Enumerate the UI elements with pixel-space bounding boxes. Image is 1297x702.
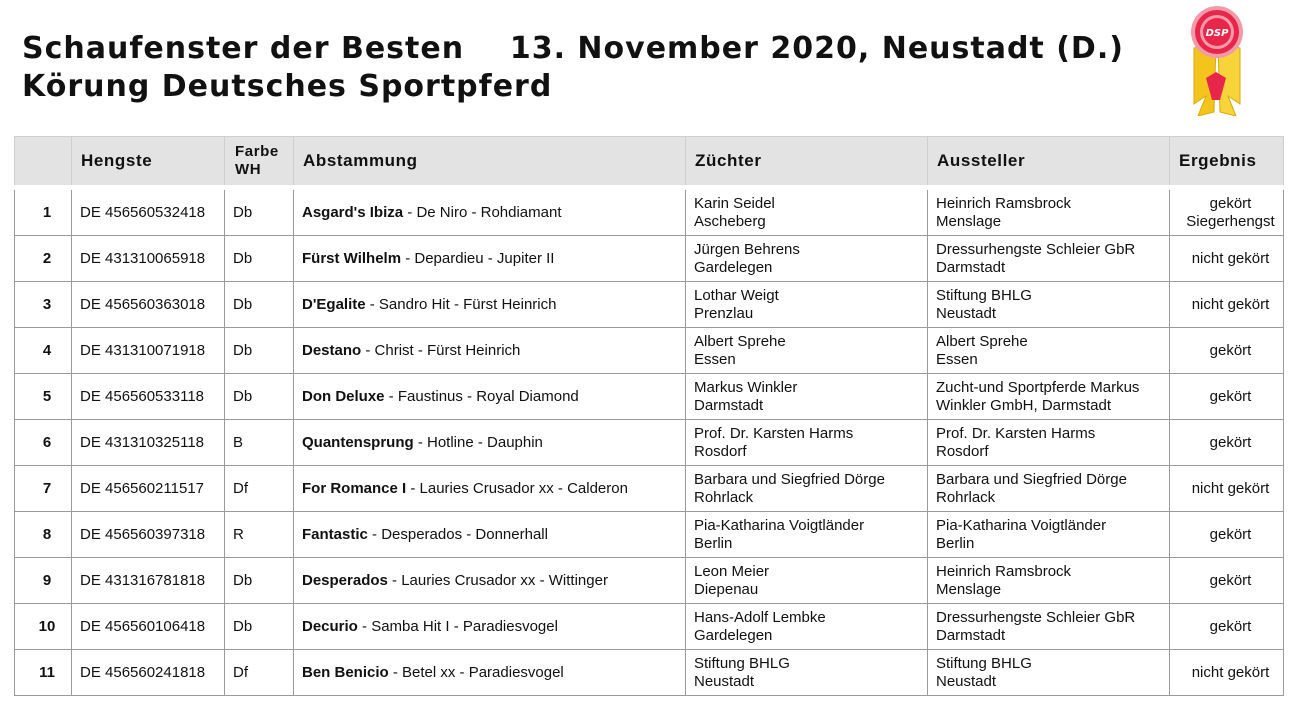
- column-header-ergebnis: Ergebnis: [1170, 137, 1284, 188]
- document-header: [22, 30, 1124, 106]
- coat-color: Db: [225, 236, 294, 282]
- result-award: Siegerhengst: [1186, 212, 1275, 230]
- exhibitor-location: Darmstadt: [936, 258, 1006, 276]
- pedigree-lineage: - Samba Hit I - Paradiesvogel: [357, 617, 558, 635]
- pedigree: [294, 282, 686, 328]
- exhibitor-name: Heinrich Ramsbrock: [936, 194, 1072, 212]
- breeder-location: Prenzlau: [694, 304, 754, 322]
- exhibitor: [928, 558, 1170, 604]
- exhibitor-location: Menslage: [936, 580, 1002, 598]
- coat-color: Df: [225, 466, 294, 512]
- pedigree-lineage: - Christ - Fürst Heinrich: [361, 341, 521, 359]
- result-status: nicht gekört: [1191, 295, 1270, 313]
- pedigree: [294, 558, 686, 604]
- breeder-location: Essen: [694, 350, 736, 368]
- stallion-name: Desperados: [302, 571, 388, 589]
- pedigree-lineage: - Lauries Crusador xx - Wittinger: [387, 571, 608, 589]
- pedigree-lineage: - Faustinus - Royal Diamond: [384, 387, 579, 405]
- pedigree-lineage: - Hotline - Dauphin: [413, 433, 543, 451]
- exhibitor-name: Albert Sprehe: [936, 332, 1028, 350]
- row-number: 9: [15, 558, 72, 604]
- coat-color: Db: [225, 328, 294, 374]
- column-header-zuechter: Züchter: [686, 137, 928, 188]
- exhibitor-name: Zucht-und Sportpferde Markus: [936, 378, 1140, 396]
- horse-id: DE 456560533118: [72, 374, 225, 420]
- row-number: 1: [15, 188, 72, 236]
- result-status: nicht gekört: [1191, 479, 1270, 497]
- exhibitor: [928, 188, 1170, 236]
- horse-id: DE 456560106418: [72, 604, 225, 650]
- row-number: 4: [15, 328, 72, 374]
- breeder: [686, 328, 928, 374]
- exhibitor: [928, 328, 1170, 374]
- breeder-name: Barbara und Siegfried Dörge: [694, 470, 885, 488]
- table-row: [15, 236, 1284, 282]
- row-number: 2: [15, 236, 72, 282]
- pedigree-lineage: - Depardieu - Jupiter II: [401, 249, 555, 267]
- table-row: [15, 374, 1284, 420]
- table-row: [15, 282, 1284, 328]
- horse-id: DE 456560211517: [72, 466, 225, 512]
- breeder-name: Hans-Adolf Lembke: [694, 608, 826, 626]
- stallion-name: Asgard's Ibiza: [302, 203, 404, 221]
- row-number: 7: [15, 466, 72, 512]
- exhibitor: [928, 236, 1170, 282]
- result: [1170, 236, 1284, 282]
- table-row: [15, 420, 1284, 466]
- result: [1170, 466, 1284, 512]
- row-number: 3: [15, 282, 72, 328]
- result: [1170, 328, 1284, 374]
- page-subtitle: Körung Deutsches Sportpferd: [22, 69, 553, 104]
- horse-id: DE 456560363018: [72, 282, 225, 328]
- pedigree: [294, 466, 686, 512]
- coat-color: Db: [225, 558, 294, 604]
- column-header-farbe: [225, 137, 294, 188]
- exhibitor-location: Rosdorf: [936, 442, 989, 460]
- column-header-nr: [15, 137, 72, 188]
- breeder-location: Gardelegen: [694, 258, 773, 276]
- stallion-name: D'Egalite: [302, 295, 366, 313]
- breeder-name: Pia-Katharina Voigtländer: [694, 516, 865, 534]
- coat-color: Db: [225, 604, 294, 650]
- table-row: [15, 650, 1284, 696]
- result-status: gekört: [1209, 387, 1252, 405]
- stallion-name: Ben Benicio: [302, 663, 389, 681]
- breeder-location: Ascheberg: [694, 212, 766, 230]
- result-status: gekört: [1209, 194, 1252, 212]
- breeder: [686, 604, 928, 650]
- coat-color: Df: [225, 650, 294, 696]
- pedigree: [294, 512, 686, 558]
- column-header-wh: WH: [235, 161, 262, 178]
- exhibitor-name: Prof. Dr. Karsten Harms: [936, 424, 1096, 442]
- result: [1170, 282, 1284, 328]
- result-status: nicht gekört: [1191, 249, 1270, 267]
- result-status: nicht gekört: [1191, 663, 1270, 681]
- stallion-name: Quantensprung: [302, 433, 414, 451]
- horse-id: DE 431310071918: [72, 328, 225, 374]
- exhibitor-location: Darmstadt: [936, 626, 1006, 644]
- pedigree-lineage: - Lauries Crusador xx - Calderon: [406, 479, 628, 497]
- result-status: gekört: [1209, 433, 1252, 451]
- horse-id: DE 431316781818: [72, 558, 225, 604]
- column-header-hengste: Hengste: [72, 137, 225, 188]
- pedigree-lineage: - Sandro Hit - Fürst Heinrich: [365, 295, 557, 313]
- coat-color: Db: [225, 374, 294, 420]
- result-status: gekört: [1209, 341, 1252, 359]
- stallion-name: Decurio: [302, 617, 358, 635]
- row-number: 5: [15, 374, 72, 420]
- coat-color: Db: [225, 188, 294, 236]
- exhibitor: [928, 466, 1170, 512]
- exhibitor: [928, 282, 1170, 328]
- exhibitor: [928, 604, 1170, 650]
- exhibitor-location: Berlin: [936, 534, 975, 552]
- horse-id: DE 456560532418: [72, 188, 225, 236]
- breeder-name: Stiftung BHLG: [694, 654, 790, 672]
- breeder-name: Albert Sprehe: [694, 332, 786, 350]
- result-status: gekört: [1209, 525, 1252, 543]
- column-header-aussteller: Aussteller: [928, 137, 1170, 188]
- breeder: [686, 236, 928, 282]
- stallion-name: Destano: [302, 341, 362, 359]
- result: [1170, 558, 1284, 604]
- table-row: [15, 188, 1284, 236]
- table-header-row: [15, 137, 1284, 188]
- breeder-name: Prof. Dr. Karsten Harms: [694, 424, 854, 442]
- exhibitor-location: Menslage: [936, 212, 1002, 230]
- pedigree-lineage: - De Niro - Rohdiamant: [403, 203, 562, 221]
- row-number: 6: [15, 420, 72, 466]
- stallion-name: Don Deluxe: [302, 387, 385, 405]
- exhibitor: [928, 374, 1170, 420]
- exhibitor-name: Pia-Katharina Voigtländer: [936, 516, 1107, 534]
- breeder-location: Neustadt: [694, 672, 755, 690]
- logo-text: DSP: [1205, 28, 1229, 39]
- breeder: [686, 466, 928, 512]
- dsp-rosette-icon: [1186, 4, 1248, 116]
- breeder-location: Berlin: [694, 534, 733, 552]
- pedigree-lineage: - Betel xx - Paradiesvogel: [388, 663, 564, 681]
- breeder-name: Lothar Weigt: [694, 286, 779, 304]
- pedigree: [294, 188, 686, 236]
- exhibitor-location: Winkler GmbH, Darmstadt: [936, 396, 1112, 414]
- breeder: [686, 374, 928, 420]
- stallion-name: For Romance I: [302, 479, 407, 497]
- exhibitor-location: Essen: [936, 350, 978, 368]
- exhibitor-name: Stiftung BHLG: [936, 654, 1032, 672]
- coat-color: R: [225, 512, 294, 558]
- exhibitor-name: Dressurhengste Schleier GbR: [936, 240, 1136, 258]
- row-number: 8: [15, 512, 72, 558]
- horse-id: DE 456560397318: [72, 512, 225, 558]
- exhibitor-name: Dressurhengste Schleier GbR: [936, 608, 1136, 626]
- breeder-name: Leon Meier: [694, 562, 770, 580]
- result-status: gekört: [1209, 617, 1252, 635]
- table-row: [15, 466, 1284, 512]
- pedigree: [294, 604, 686, 650]
- exhibitor: [928, 420, 1170, 466]
- breeder-location: Diepenau: [694, 580, 759, 598]
- exhibitor: [928, 650, 1170, 696]
- coat-color: B: [225, 420, 294, 466]
- exhibitor-name: Heinrich Ramsbrock: [936, 562, 1072, 580]
- pedigree: [294, 328, 686, 374]
- stallion-name: Fantastic: [302, 525, 368, 543]
- result: [1170, 650, 1284, 696]
- table-row: [15, 604, 1284, 650]
- column-header-farbe-line1: Farbe: [235, 143, 279, 160]
- table-row: [15, 558, 1284, 604]
- result: [1170, 604, 1284, 650]
- result: [1170, 188, 1284, 236]
- table-row: [15, 512, 1284, 558]
- exhibitor-location: Neustadt: [936, 672, 997, 690]
- breeder-location: Rohrlack: [694, 488, 754, 506]
- row-number: 10: [15, 604, 72, 650]
- stallion-name: Fürst Wilhelm: [302, 249, 402, 267]
- result-status: gekört: [1209, 571, 1252, 589]
- pedigree: [294, 420, 686, 466]
- exhibitor: [928, 512, 1170, 558]
- column-header-abstammung: Abstammung: [294, 137, 686, 188]
- stallion-table: [14, 136, 1284, 696]
- pedigree: [294, 650, 686, 696]
- breeder: [686, 558, 928, 604]
- result: [1170, 420, 1284, 466]
- breeder-location: Darmstadt: [694, 396, 764, 414]
- breeder-location: Gardelegen: [694, 626, 773, 644]
- table-row: [15, 328, 1284, 374]
- pedigree-lineage: - Desperados - Donnerhall: [367, 525, 548, 543]
- horse-id: DE 456560241818: [72, 650, 225, 696]
- breeder-location: Rosdorf: [694, 442, 747, 460]
- horse-id: DE 431310065918: [72, 236, 225, 282]
- result: [1170, 374, 1284, 420]
- horse-id: DE 431310325118: [72, 420, 225, 466]
- breeder-name: Karin Seidel: [694, 194, 775, 212]
- result: [1170, 512, 1284, 558]
- breeder-name: Jürgen Behrens: [694, 240, 800, 258]
- pedigree: [294, 236, 686, 282]
- breeder-name: Markus Winkler: [694, 378, 798, 396]
- page-title: Schaufenster der Besten 13. November 2020, Neustadt (D.): [22, 31, 1124, 66]
- exhibitor-name: Barbara und Siegfried Dörge: [936, 470, 1127, 488]
- exhibitor-location: Rohrlack: [936, 488, 996, 506]
- breeder: [686, 282, 928, 328]
- exhibitor-name: Stiftung BHLG: [936, 286, 1032, 304]
- breeder: [686, 512, 928, 558]
- breeder: [686, 650, 928, 696]
- exhibitor-location: Neustadt: [936, 304, 997, 322]
- breeder: [686, 188, 928, 236]
- row-number: 11: [15, 650, 72, 696]
- breeder: [686, 420, 928, 466]
- coat-color: Db: [225, 282, 294, 328]
- pedigree: [294, 374, 686, 420]
